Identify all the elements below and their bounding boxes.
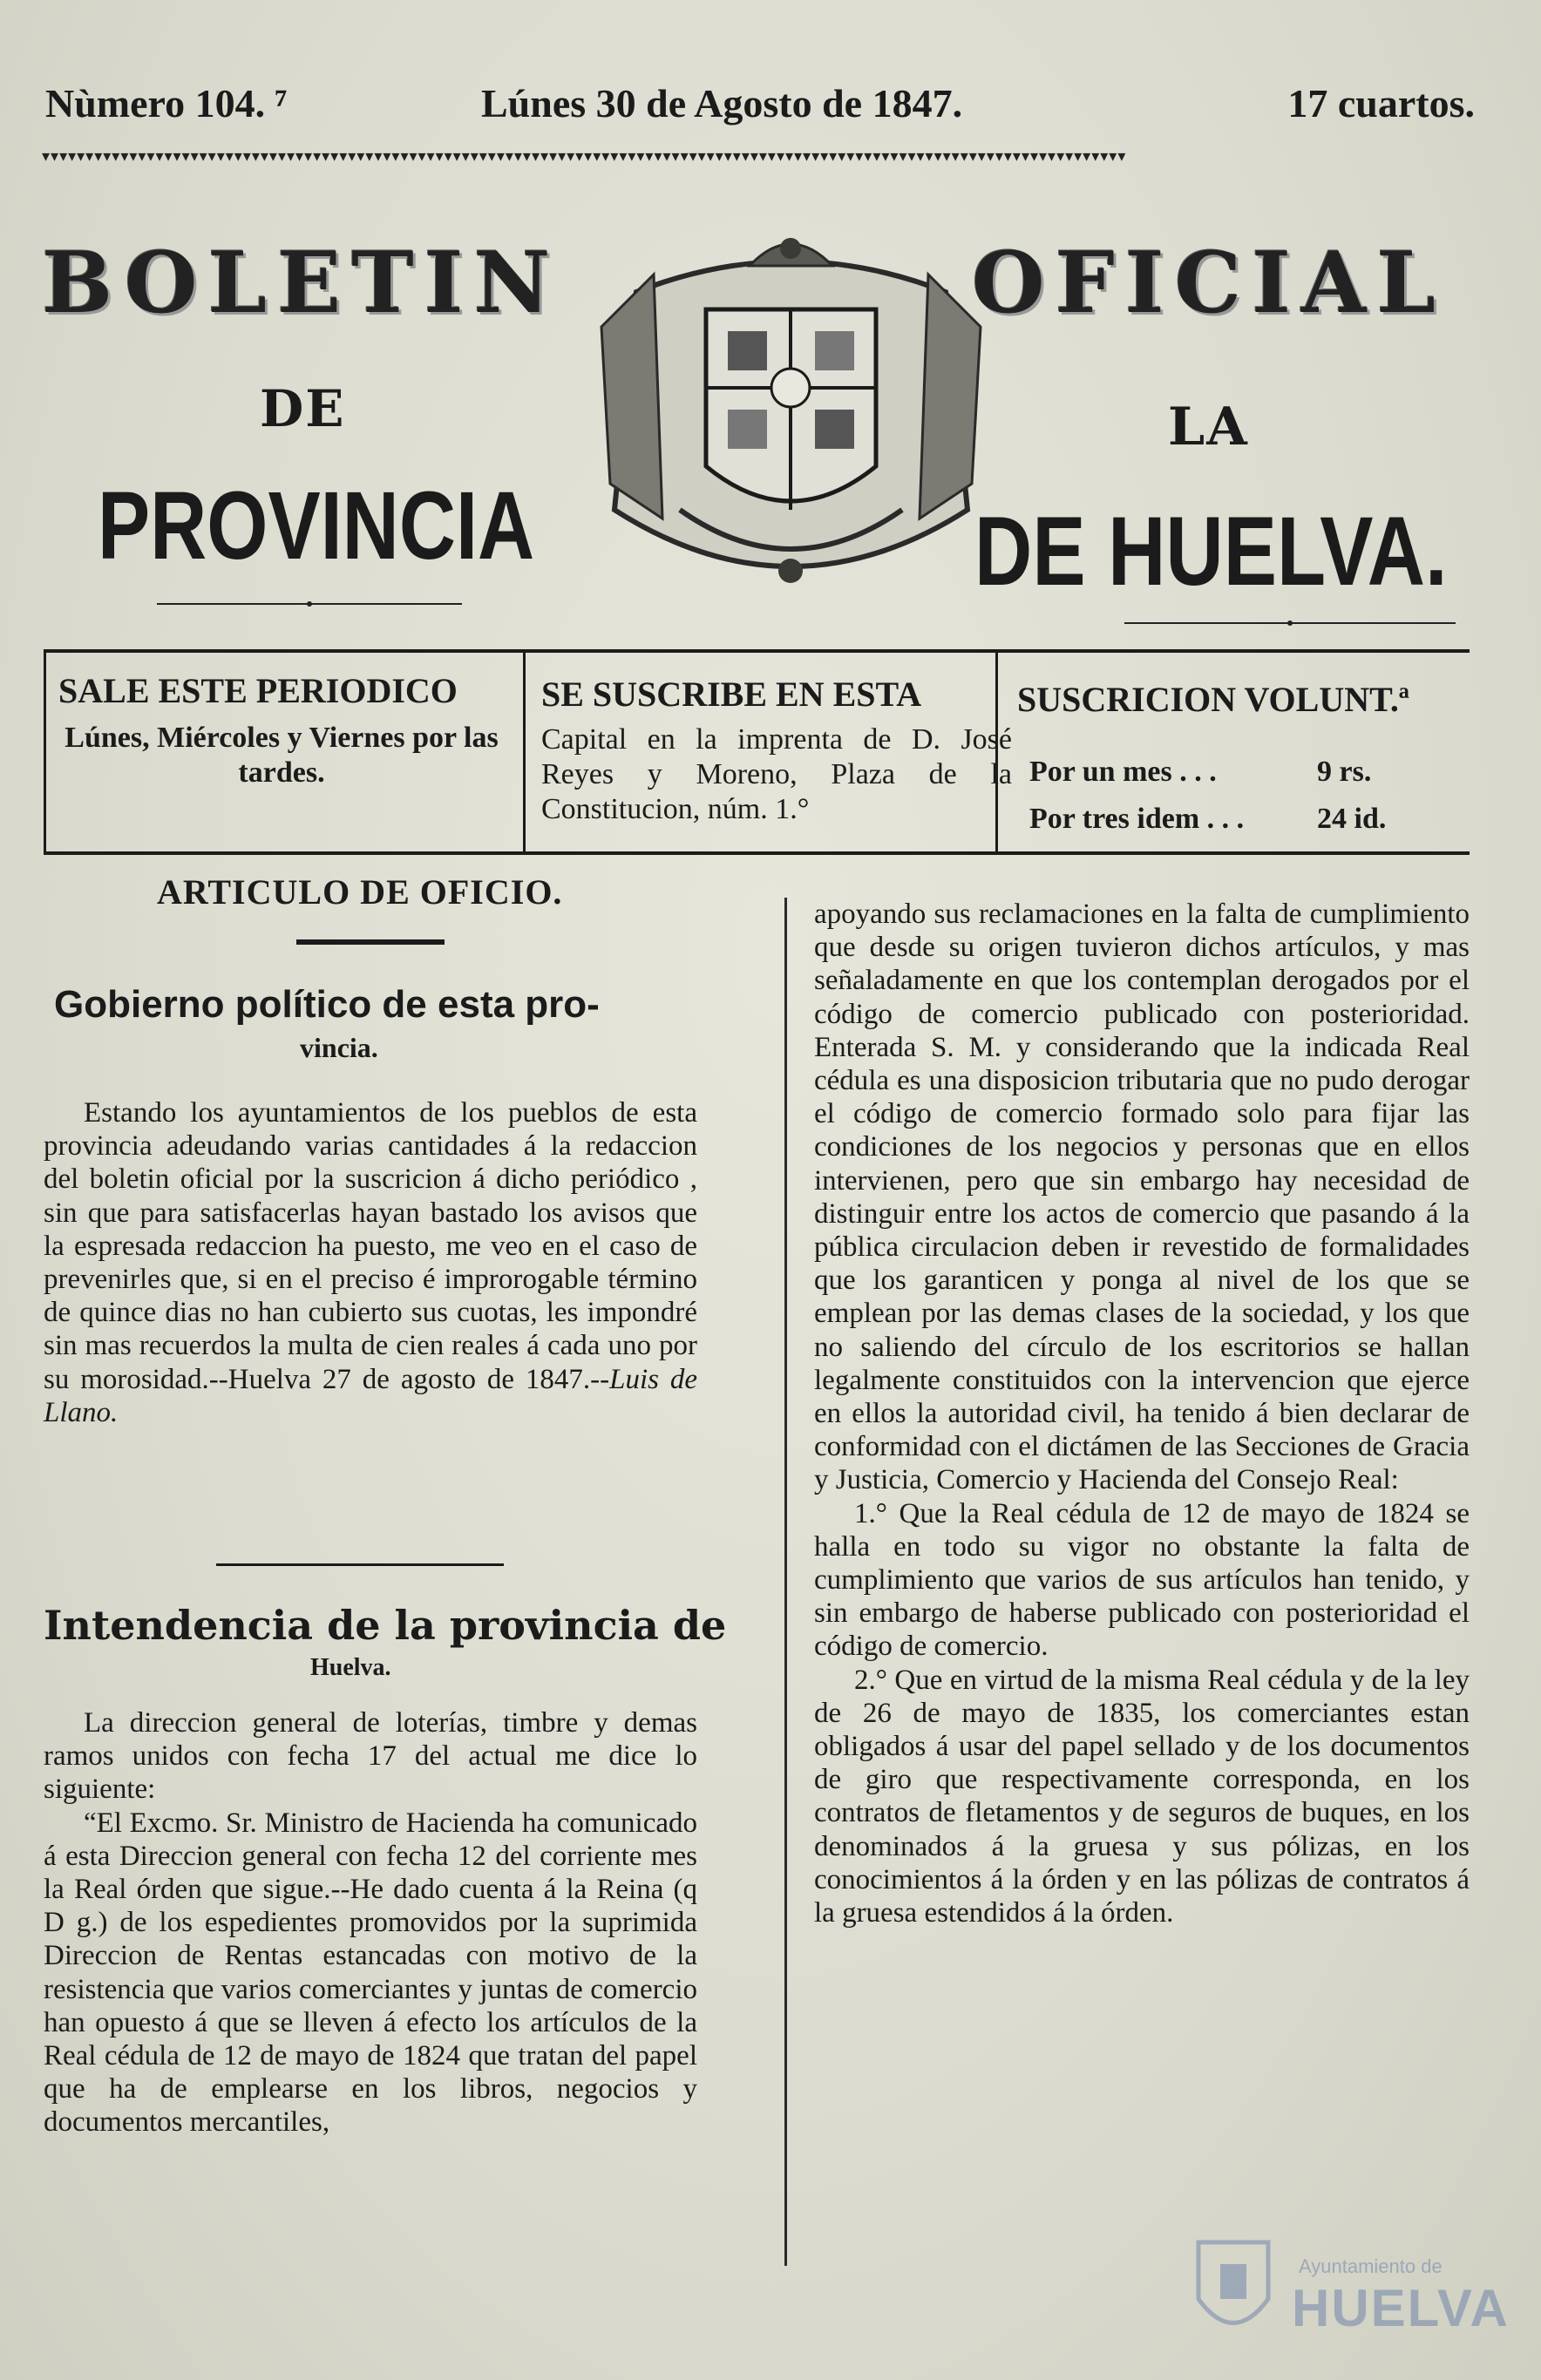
rate-three-months xyxy=(1029,803,1387,836)
right-paragraph-2: 1.° Que la Real cédula de 12 de mayo de 1824 se halla en todo su vigor no obstante la falta de cumplimiento que varios de sus artículos han tenido, y sin embargo de haberse publicado con posterioridad el código de comercio. xyxy=(814,1497,1470,1663)
issue-date: Lúnes 30 de Agosto de 1847. xyxy=(481,81,963,125)
intendencia-heading: Intendencia de la provincia de xyxy=(44,1602,727,1649)
column-divider xyxy=(784,898,787,2266)
info-subscribe-where xyxy=(523,653,1035,851)
rate-one-month-amount: 9 rs. xyxy=(1317,756,1372,788)
royal-coat-of-arms xyxy=(584,222,998,606)
info-publication-text: Lúnes, Miércoles y Viernes por las tardes. xyxy=(64,722,499,789)
rate-three-months-label: Por tres idem . . . xyxy=(1029,803,1245,835)
rate-three-months-amount: 24 id. xyxy=(1317,803,1387,835)
masthead-de: DE xyxy=(260,379,346,438)
masthead-la: LA xyxy=(1168,397,1249,458)
intendencia-subheading: Huelva. xyxy=(310,1654,391,1681)
archive-watermark xyxy=(1177,2231,1510,2362)
flourish-left xyxy=(157,601,462,607)
right-column-text xyxy=(814,898,1470,1929)
city-shield-icon xyxy=(1194,2238,1273,2343)
right-paragraph-1: apoyando sus reclamaciones en la falta de cumplimiento que desde su origen tuvieron dichos artículos, y mas señaladamente en que los contemplan derogados por el código de comercio publicado con posterioridad. Enterada S. M. y considerando que la indicada Real cédula es una disposicion tributaria que no pudo derogar el código de comercio formado solo para fijar las condiciones de los negocios y personas que en ellos intervienen, pero que sin embargo hay necesidad de distinguir entre los actos de comercio que pasando á la pública circulacion deben ir revestido de formalidades que los garanticen y ponga al nivel de los que se emplean por las demas clases de la sociedad, y los que no saliendo del círculo de los escritorios se hallan legalmente constituidos con la intervencion que ejerce en ellos la autoridad civil, ha tenido á bien declarar de conformidad con el dictámen de las Secciones de Gracia y Justicia, Comercio y Hacienda del Consejo Real: xyxy=(814,898,1470,1496)
right-paragraph-3: 2.° Que en virtud de la misma Real cédula y de la ley de 26 de mayo de 1835, los comerciantes estan obligados á usar del papel sellado y de los documentos de giro que respectivamente corresponda, en los contratos de fletamentos y de seguros de buques, en los denominados á la gruesa y sus pólizas, en los conocimientos á la órden y en las pólizas de contratos á la gruesa estendidos á la órden. xyxy=(814,1664,1470,1929)
intendencia-notice xyxy=(44,1706,697,2139)
article-heading: ARTICULO DE OFICIO. xyxy=(157,872,563,912)
info-rates-heading: SUSCRICION VOLUNT.ª xyxy=(1017,680,1409,719)
flourish-right xyxy=(1124,620,1456,626)
section-rule xyxy=(296,939,445,945)
issue-price: 17 cuartos. xyxy=(1287,81,1475,125)
info-publication-days xyxy=(44,653,517,851)
watermark-caption: Ayuntamiento de xyxy=(1299,2255,1443,2277)
gobierno-subheading: vincia. xyxy=(300,1032,378,1063)
info-publication-heading: SALE ESTE PERIODICO xyxy=(58,671,458,710)
info-subscribe-heading: SE SUSCRIBE EN ESTA xyxy=(541,675,922,714)
info-subscribe-text: Capital en la imprenta de D. José Reyes y Moreno, Plaza de la Constitucion, núm. 1.° xyxy=(541,723,1012,825)
rate-one-month-label: Por un mes . . . xyxy=(1029,756,1217,788)
gobierno-heading: Gobierno político de esta pro- xyxy=(54,983,600,1026)
rate-one-month xyxy=(1029,756,1372,789)
info-subscription-rates xyxy=(995,653,1472,851)
issue-header xyxy=(45,80,1475,141)
ornamental-rule: ▾▾▾▾▾▾▾▾▾▾▾▾▾▾▾▾▾▾▾▾▾▾▾▾▾▾▾▾▾▾▾▾▾▾▾▾▾▾▾▾▾▾▾▾▾▾▾▾▾▾▾▾▾▾▾▾▾▾▾▾▾▾▾▾▾▾▾▾▾▾▾▾▾▾▾▾▾▾▾▾▾▾▾▾▾▾▾▾▾▾▾▾▾▾▾▾▾▾▾▾▾▾▾▾▾▾▾▾▾▾▾▾▾▾▾▾▾▾▾▾▾▾▾▾ xyxy=(42,150,1127,164)
gobierno-signature: Luis de Llano. xyxy=(44,1363,697,1428)
intendencia-paragraph-1: La direccion general de loterías, timbre y demas ramos unidos con fecha 17 del actual me dice lo siguiente: xyxy=(44,1707,697,1806)
separator-rule xyxy=(216,1563,504,1566)
issue-number: Nùmero 104. ⁷ xyxy=(45,81,288,125)
subscription-info-box xyxy=(44,649,1470,855)
intendencia-paragraph-2: “El Excmo. Sr. Ministro de Hacienda ha comunicado á esta Direccion general con fecha 12 del corriente mes la Real órden que sigue.--He dado cuenta á la Reina (q D g.) de los espedientes promovidos por la suprimida Direccion de Rentas estancadas con motivo de la resistencia que varios comerciantes y juntas de comercio han opuesto á que se lleven á efecto los artículos de la Real cédula de 12 de mayo de 1824 que tratan del papel que ha de emplearse en los libros, negocios y documentos mercantiles, xyxy=(44,1807,697,2139)
watermark-city: HUELVA xyxy=(1292,2279,1510,2337)
masthead-oficial: OFICIAL xyxy=(972,234,1446,332)
masthead-de-huelva: DE HUELVA. xyxy=(974,497,1448,606)
masthead-provincia: PROVINCIA xyxy=(98,472,535,580)
gobierno-notice xyxy=(44,1096,697,1429)
gobierno-notice-text: Estando los ayuntamientos de los pueblos de esta provincia adeudando varias cantidades á la redaccion del boletin oficial por la suscricion á dicho periódico , sin que para satisfacerlas hayan bastado los avisos que la espresada redaccion ha puesto, me veo en el caso de prevenirles que, si en el preciso é improrogable término de quince dias no han cubierto sus cuotas, les impondré sin mas recuerdos la multa de cien reales á cada uno por su morosidad.--Huelva 27 de agosto de 1847.-- xyxy=(44,1097,697,1395)
masthead-boletin: BOLETIN xyxy=(42,234,561,332)
